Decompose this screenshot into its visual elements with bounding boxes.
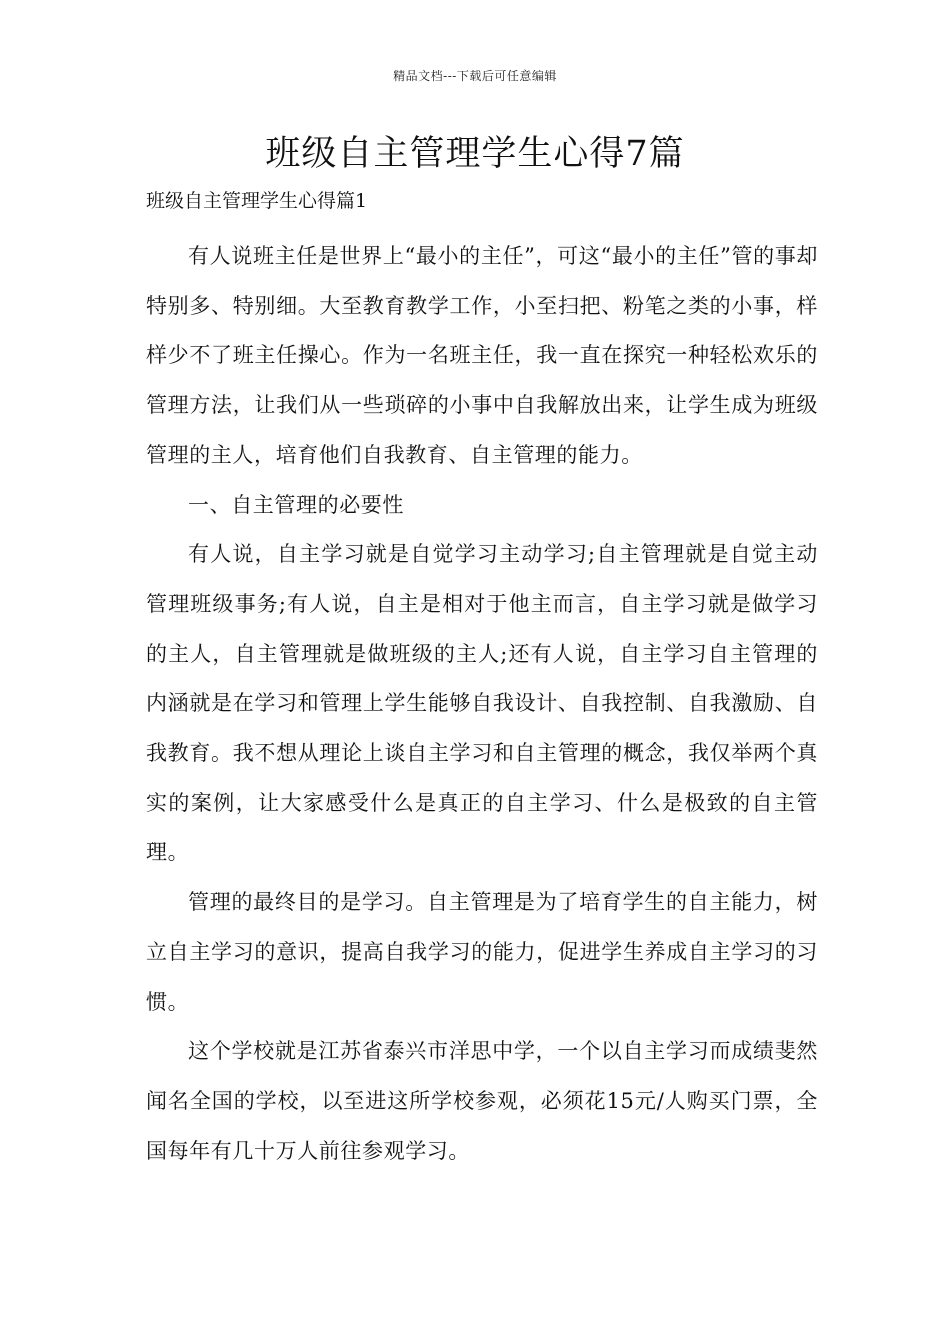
- section-heading: 一、自主管理的必要性: [188, 492, 404, 517]
- header-note: 精品文档---下载后可任意编辑: [393, 69, 557, 83]
- paragraph-intro: 有人说班主任是世界上“最小的主任”，可这“最小的主任”管的事却特别多、特别细。大至教育教学工作，小至扫把、粉笔之类的小事，样样少不了班主任操心。作为一名班主任，我一直在探究一种轻松欢乐的管理方法，让我们从一些琐碎的小事中自我解放出来，让学生成为班级管理的主人，培育他们自我教育、自主管理的能力。: [146, 244, 818, 467]
- paragraph-definition: 有人说，自主学习就是自觉学习主动学习;自主管理就是自觉主动管理班级事务;有人说，自主是相对于他主而言，自主学习就是做学习的主人，自主管理就是做班级的主人;还有人说，自主学习自主管理的内涵就是在学习和管理上学生能够自我设计、自我控制、自我激励、自我教育。我不想从理论上谈自主学习和自主管理的概念，我仅举两个真实的案例，让大家感受什么是真正的自主学习、什么是极致的自主管理。: [146, 542, 818, 865]
- body-text: [146, 232, 818, 1176]
- section-subtitle: 班级自主管理学生心得篇1: [146, 190, 368, 212]
- paragraph-example: 这个学校就是江苏省泰兴市洋思中学，一个以自主学习而成绩斐然闻名全国的学校，以至进这所学校参观，必须花15元/人购买门票，全国每年有几十万人前往参观学习。: [146, 1039, 818, 1163]
- document-title: 班级自主管理学生心得7篇: [265, 134, 685, 174]
- paragraph-purpose: 管理的最终目的是学习。自主管理是为了培育学生的自主能力，树立自主学习的意识，提高自我学习的能力，促进学生养成自主学习的习惯。: [146, 890, 818, 1014]
